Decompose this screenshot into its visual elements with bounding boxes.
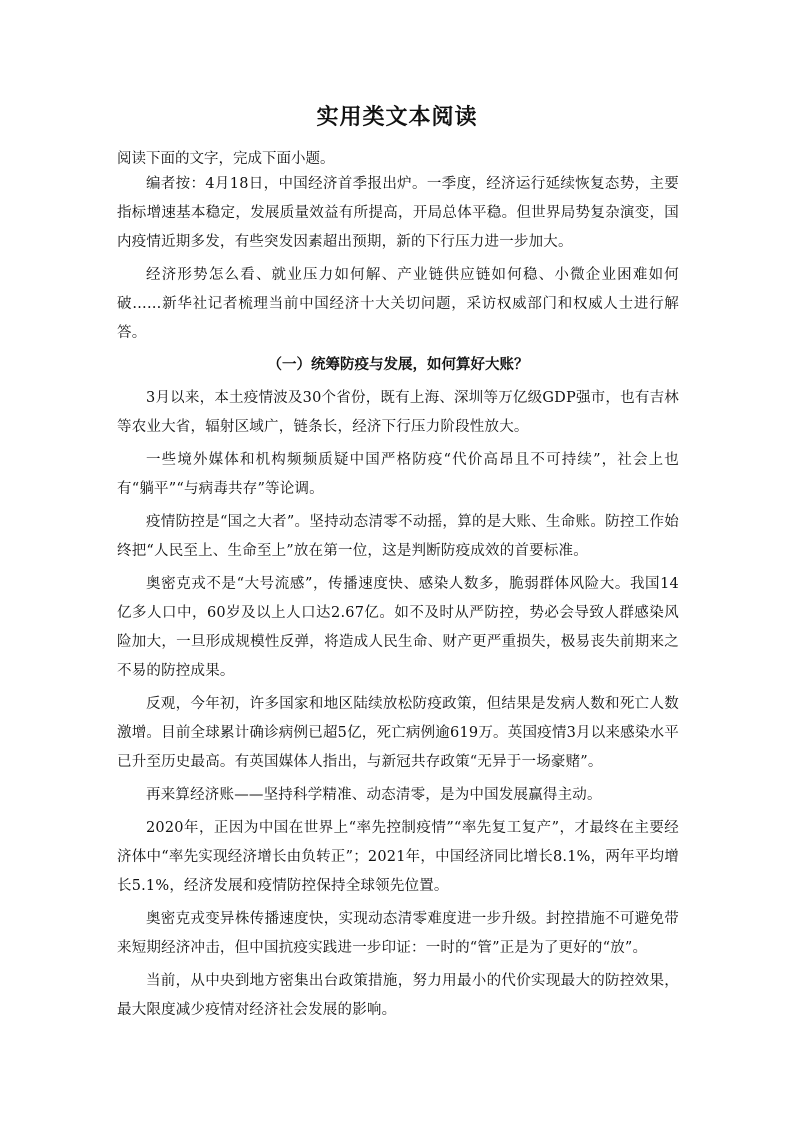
body-paragraph: 疫情防控是“国之大者”。坚持动态清零不动摇，算的是大账、生命账。防控工作始终把“人民至上、生命至上”放在第一位，这是判断防疫成效的首要标准。 [117,514,679,559]
document-title: 实用类文本阅读 [316,105,478,130]
editor-note-paragraph: 编者按：4月18日，中国经济首季报出炉。一季度，经济运行延续恢复态势，主要指标增速基本稳定，发展质量效益有所提高，开局总体平稳。但世界局势复杂演变，国内疫情近期多发，有些突发因素超出预期，新的下行压力进一步加大。 [117,176,679,250]
intro-paragraph: 经济形势怎么看、就业压力如何解、产业链供应链如何稳、小微企业困难如何破……新华社记者梳理当前中国经济十大关切问题，采访权威部门和权威人士进行解答。 [117,267,679,341]
section-heading: （一）统筹防疫与发展，如何算好大账？ [267,356,529,373]
article-body [117,170,679,1029]
body-paragraph: 当前，从中央到地方密集出台政策措施，努力用最小的代价实现最大的防控效果，最大限度减少疫情对经济社会发展的影响。 [117,973,679,1018]
body-paragraph: 反观，今年初，许多国家和地区陆续放松防疫政策，但结果是发病人数和死亡人数激增。目前全球累计确诊病例已超5亿，死亡病例逾619万。英国疫情3月以来感染水平已升至历史最高。有英国媒体人指出，与新冠共存政策“无异于一场豪赌”。 [117,696,679,770]
body-paragraph: 再来算经济账——坚持科学精准、动态清零，是为中国发展赢得主动。 [146,787,602,803]
reading-instruction: 阅读下面的文字，完成下面小题。 [117,151,335,167]
body-paragraph: 奥密克戎变异株传播速度快，实现动态清零难度进一步升级。封控措施不可避免带来短期经济冲击，但中国抗疫实践进一步印证：一时的“管”正是为了更好的“放”。 [117,911,679,956]
body-paragraph: 2020年，正因为中国在世界上“率先控制疫情”“率先复工复产”，才最终在主要经济体中“率先实现经济增长由负转正”；2021年，中国经济同比增长8.1%，两年平均增长5.1%，经济发展和疫情防控保持全球领先位置。 [117,820,679,894]
body-paragraph: 奥密克戎不是“大号流感”，传播速度快、感染人数多，脆弱群体风险大。我国14亿多人口中，60岁及以上人口达2.67亿。如不及时从严防控，势必会导致人群感染风险加大，一旦形成规模性反弹，将造成人民生命、财产更严重损失，极易丧失前期来之不易的防控成果。 [117,576,679,679]
body-paragraph: 一些境外媒体和机构频频质疑中国严格防疫“代价高昂且不可持续”，社会上也有“躺平”“与病毒共存”等论调。 [117,452,679,497]
body-paragraph: 3月以来，本土疫情波及30个省份，既有上海、深圳等万亿级GDP强市，也有吉林等农业大省，辐射区域广，链条长，经济下行压力阶段性放大。 [117,390,679,435]
